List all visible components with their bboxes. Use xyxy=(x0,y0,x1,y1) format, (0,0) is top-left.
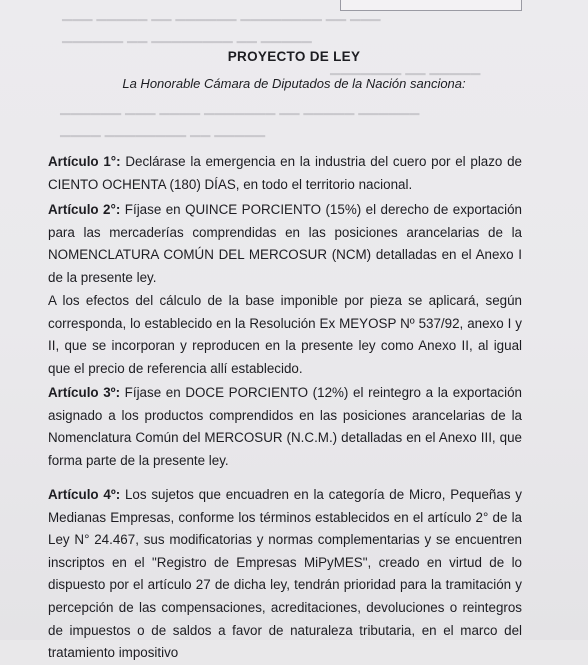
document-title: PROYECTO DE LEY xyxy=(227,49,361,64)
article-text: A los efectos del cálculo de la base imponible por pieza se aplicará, según corresponda, lo establecido en la Resolución Ex MEYOSP Nº 537/92, anexo I y II, que se incorporan y reproducen en la presente ley como Anexo II, al igual que el precio de referencia allí establecido. xyxy=(48,293,522,376)
document-subtitle: La Honorable Cámara de Diputados de la Nación sanciona: xyxy=(122,76,466,91)
article-label: Artículo 4º: xyxy=(48,487,121,502)
bleed-through-text: ▁▁▁▁ ▁▁▁▁▁▁▁▁ ▁▁ ▁▁▁▁▁ xyxy=(60,122,266,137)
article-label: Artículo 1°: xyxy=(48,154,121,169)
bleed-through-text: ▁▁▁▁▁▁▁ ▁▁ ▁▁▁▁▁ xyxy=(330,60,481,75)
bleed-through-text: ▁▁▁ ▁▁▁▁▁ ▁▁ ▁▁▁▁▁▁ ▁▁▁▁▁▁▁▁ ▁▁ ▁▁▁ xyxy=(62,6,381,21)
bleed-through-text: ▁▁▁▁▁▁ ▁▁ ▁▁▁▁▁▁▁▁ ▁▁ ▁▁▁▁▁ xyxy=(62,28,312,43)
article-3 xyxy=(48,382,522,472)
article-4 xyxy=(48,484,522,665)
article-text: Fíjase en QUINCE PORCIENTO (15%) el derecho de exportación para las mercaderías comprendidas en las posiciones arancelarias de la NOMENCLATURA COMÚN DEL MERCOSUR (NCM) detalladas en el Anexo I de la presente ley. xyxy=(48,202,522,285)
article-label: Artículo 3º: xyxy=(48,385,121,400)
article-2 xyxy=(48,199,522,289)
article-label: Artículo 2°: xyxy=(48,202,121,217)
article-2-paragraph-2 xyxy=(48,290,522,380)
article-1 xyxy=(48,151,522,196)
article-text: Declárase la emergencia en la industria del cuero por el plazo de CIENTO OCHENTA (180) DÍAS, en todo el territorio nacional. xyxy=(48,154,523,192)
article-text: Los sujetos que encuadren en la categoría de Micro, Pequeñas y Medianas Empresas, conforme los términos establecidos en el artículo 2° de la Ley N° 24.467, sus modificatorias y normas complementarias y se encuentren inscriptos en el "Registro de Empresas MiPyMES", creado en virtud de lo dispuesto por el artículo 27 de dicha ley, tendrán prioridad para la tramitación y percepción de las compensaciones, acreditaciones, devoluciones o reintegros de impuestos o de saldos a favor de naturaleza tributaria, en el marco del tratamiento impositivo xyxy=(48,487,522,661)
bleed-through-text: ▁▁▁▁▁▁ ▁▁▁ ▁▁▁▁ ▁▁▁▁▁▁▁ ▁▁ ▁▁▁▁▁ ▁▁▁▁▁▁ xyxy=(60,100,420,115)
article-text: Fíjase en DOCE PORCIENTO (12%) el reintegro a la exportación asignado a los productos comprendidos en las posiciones arancelarias de la Nomenclatura Común del MERCOSUR (N.C.M.) detalladas en el Anexo III, que forma parte de la presente ley. xyxy=(48,385,522,468)
